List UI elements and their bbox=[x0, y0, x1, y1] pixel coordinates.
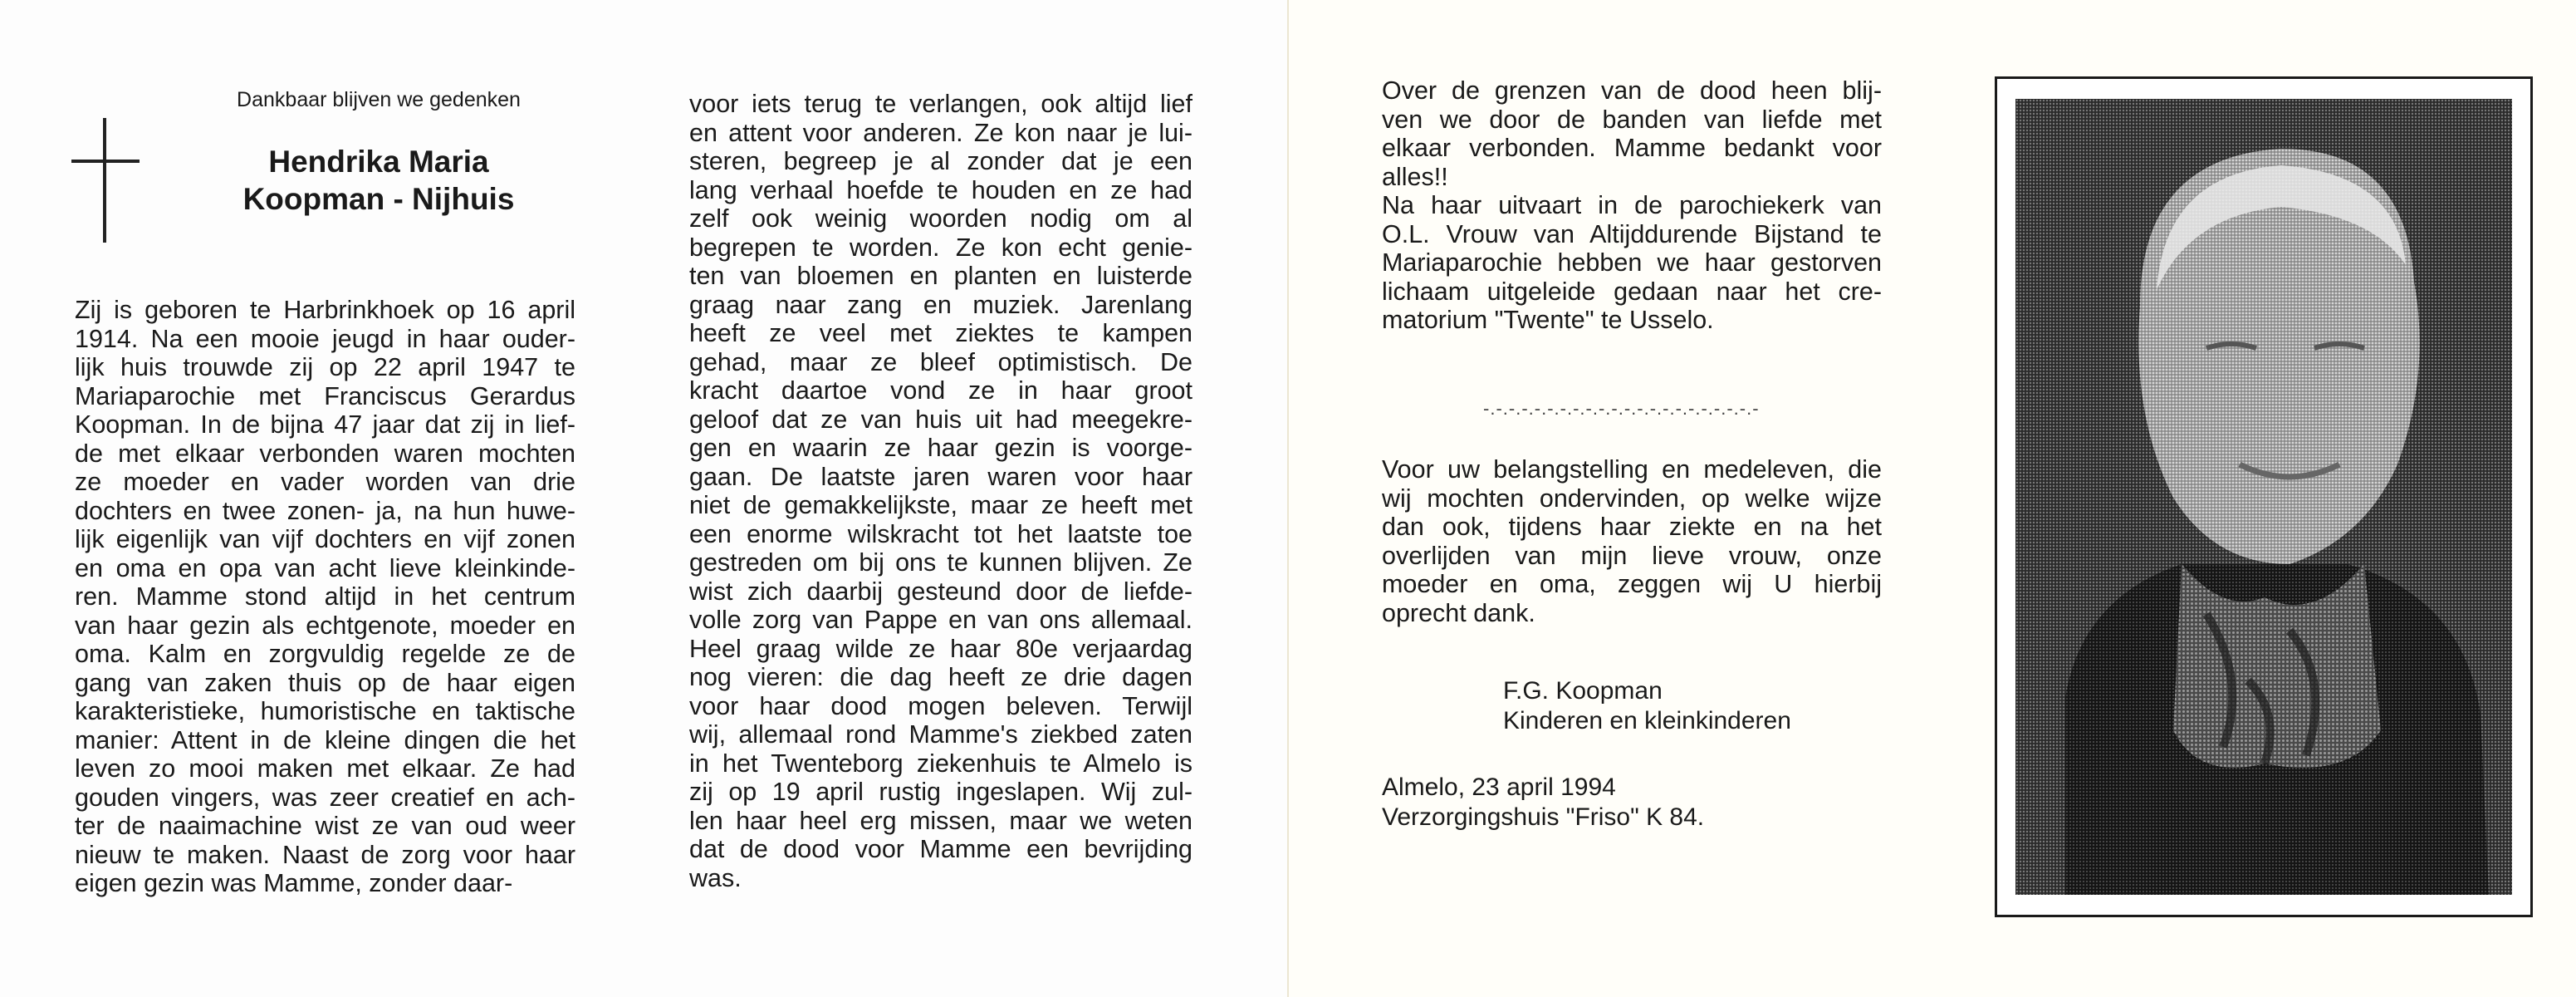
text-line: en oma en opa van acht lieve kleinkinde- bbox=[75, 553, 575, 582]
text-line: lang verhaal hoefde te houden en ze had bbox=[689, 175, 1193, 204]
text-line: geloof dat ze van huis uit had meegekre- bbox=[689, 405, 1193, 434]
text-line: ven we door de banden van liefde met bbox=[1382, 105, 1882, 134]
text-line: Over de grenzen van de dood heen blij- bbox=[1382, 76, 1882, 105]
text-line: en attent voor anderen. Ze kon naar je lui- bbox=[689, 118, 1193, 147]
text-line: zelf ook weinig woorden nodig om al bbox=[689, 204, 1193, 233]
text-line: matorium "Twente" te Usselo. bbox=[1382, 306, 1714, 334]
text-line: wij mochten ondervinden, op welke wijze bbox=[1382, 484, 1882, 513]
name-line-1: Hendrika Maria bbox=[268, 145, 489, 179]
text-line: niet de gemakkelijkste, maar ze heeft met bbox=[689, 491, 1193, 519]
intro-text: Dankbaar blijven we gedenken bbox=[237, 88, 521, 111]
text-line: de met elkaar verbonden waren mochten bbox=[75, 439, 575, 468]
text-line: wij, allemaal rond Mamme's ziekbed zaten bbox=[689, 720, 1193, 749]
text-line: Na haar uitvaart in de parochiekerk van bbox=[1382, 191, 1882, 219]
place-date: Almelo, 23 april 1994 bbox=[1382, 774, 1616, 801]
text-line: gang van zaken thuis op de haar eigen bbox=[75, 668, 575, 697]
text-line: dat de dood voor Mamme een bevrijding bbox=[689, 835, 1193, 863]
text-line: volle zorg van Pappe en van ons allemaal. bbox=[689, 606, 1193, 634]
text-line: Zij is geboren te Harbrinkhoek op 16 april bbox=[75, 296, 575, 324]
signature-block bbox=[1503, 676, 1791, 736]
text-line: Koopman. In de bijna 47 jaar dat zij in lief- bbox=[75, 410, 575, 439]
portrait-photo bbox=[2015, 99, 2512, 895]
text-line: Mariaparochie hebben we haar gestorven bbox=[1382, 248, 1882, 277]
text-line: voor iets terug te verlangen, ook altijd lief bbox=[689, 90, 1193, 118]
text-line: gaan. De laatste jaren waren voor haar bbox=[689, 462, 1193, 491]
text-line: een enorme wilskracht tot het laatste toe bbox=[689, 519, 1193, 548]
place-date-block bbox=[1382, 773, 1704, 832]
text-line: nog vieren: die dag heeft ze drie dagen bbox=[689, 663, 1193, 691]
cross-icon bbox=[103, 118, 106, 243]
text-line: gestreden om bij ons te kunnen blijven. Ze bbox=[689, 548, 1193, 577]
text-line: dochters en twee zonen- ja, na hun huwe- bbox=[75, 496, 575, 525]
text-line: gehad, maar ze bleef optimistisch. De bbox=[689, 347, 1193, 376]
text-line: zij op 19 april rustig ingeslapen. Wij zul- bbox=[689, 778, 1193, 806]
text-line: kracht daartoe vond ze in haar groot bbox=[689, 376, 1193, 405]
text-line: ter de naaimachine wist ze van oud weer bbox=[75, 812, 575, 840]
text-line: begrepen te worden. Ze kon echt genie- bbox=[689, 233, 1193, 262]
text-line: len haar heel erg missen, maar we weten bbox=[689, 806, 1193, 835]
signature-name: F.G. Koopman bbox=[1503, 677, 1663, 705]
remembrance-text bbox=[1382, 76, 1882, 335]
text-line: lijk huis trouwde zij op 22 april 1947 te bbox=[75, 353, 575, 381]
text-line: Mariaparochie met Franciscus Gerardus bbox=[75, 381, 575, 410]
text-line: gouden vingers, was zeer creatief en ach- bbox=[75, 783, 575, 812]
thanks-text bbox=[1382, 455, 1882, 627]
deceased-name bbox=[163, 143, 595, 218]
text-line: wist zich daarbij gesteund door de liefde- bbox=[689, 577, 1193, 606]
text-line: graag naar zang en muziek. Jarenlang bbox=[689, 290, 1193, 319]
text-line: oprecht dank. bbox=[1382, 598, 1535, 627]
text-line: dan ook, tijdens haar ziekte en na het bbox=[1382, 513, 1882, 541]
text-line: manier: Attent in de kleine dingen die het bbox=[75, 725, 575, 754]
text-line: O.L. Vrouw van Altijddurende Bijstand te bbox=[1382, 219, 1882, 248]
text-line: elkaar verbonden. Mamme bedankt voor bbox=[1382, 134, 1882, 162]
left-panel bbox=[0, 0, 1287, 997]
divider-line: -.-.-.-.-.-.-.-.-.-.-.-.-.-.-.-.-.-.-.-.-.- bbox=[1483, 398, 1760, 419]
text-line: alles!! bbox=[1382, 162, 1448, 191]
text-line: oma. Kalm en zorgvuldig regelde ze de bbox=[75, 640, 575, 668]
text-line: Heel graag wilde ze haar 80e verjaardag bbox=[689, 634, 1193, 663]
text-line: lichaam uitgeleide gedaan naar het cre- bbox=[1382, 277, 1882, 306]
text-line: 1914. Na een mooie jeugd in haar ouder- bbox=[75, 324, 575, 353]
biography-column-2 bbox=[689, 90, 1193, 892]
cross-icon-bar bbox=[71, 160, 140, 163]
text-line: gen en waarin ze haar gezin is voorge- bbox=[689, 434, 1193, 462]
signature-family: Kinderen en kleinkinderen bbox=[1503, 707, 1791, 734]
text-line: leven zo mooi maken met elkaar. Ze had bbox=[75, 754, 575, 783]
text-line: overlijden van mijn lieve vrouw, onze bbox=[1382, 541, 1882, 570]
text-line: nieuw te maken. Naast de zorg voor haar bbox=[75, 840, 575, 869]
text-line: in het Twenteborg ziekenhuis te Almelo is bbox=[689, 749, 1193, 778]
text-line: lijk eigenlijk van vijf dochters en vijf zonen bbox=[75, 525, 575, 553]
text-line: Voor uw belangstelling en medeleven, die bbox=[1382, 455, 1882, 484]
portrait-frame bbox=[1995, 76, 2533, 917]
text-line: ze moeder en vader worden van drie bbox=[75, 468, 575, 496]
text-line: eigen gezin was Mamme, zonder daar- bbox=[75, 869, 513, 897]
name-line-2: Koopman - Nijhuis bbox=[242, 182, 515, 216]
text-line: van haar gezin als echtgenote, moeder en bbox=[75, 611, 575, 640]
text-line: steren, begreep je al zonder dat je een bbox=[689, 147, 1193, 175]
text-line: voor haar dood mogen beleven. Terwijl bbox=[689, 691, 1193, 720]
text-line: ren. Mamme stond altijd in het centrum bbox=[75, 582, 575, 611]
biography-column-1 bbox=[75, 296, 575, 898]
text-line: was. bbox=[689, 863, 742, 892]
text-line: ten van bloemen en planten en luisterde bbox=[689, 262, 1193, 290]
text-line: karakteristieke, humoristische en taktische bbox=[75, 697, 575, 725]
text-line: moeder en oma, zeggen wij U hierbij bbox=[1382, 570, 1882, 598]
text-line: heeft ze veel met ziektes te kampen bbox=[689, 319, 1193, 347]
residence: Verzorgingshuis "Friso" K 84. bbox=[1382, 803, 1705, 831]
